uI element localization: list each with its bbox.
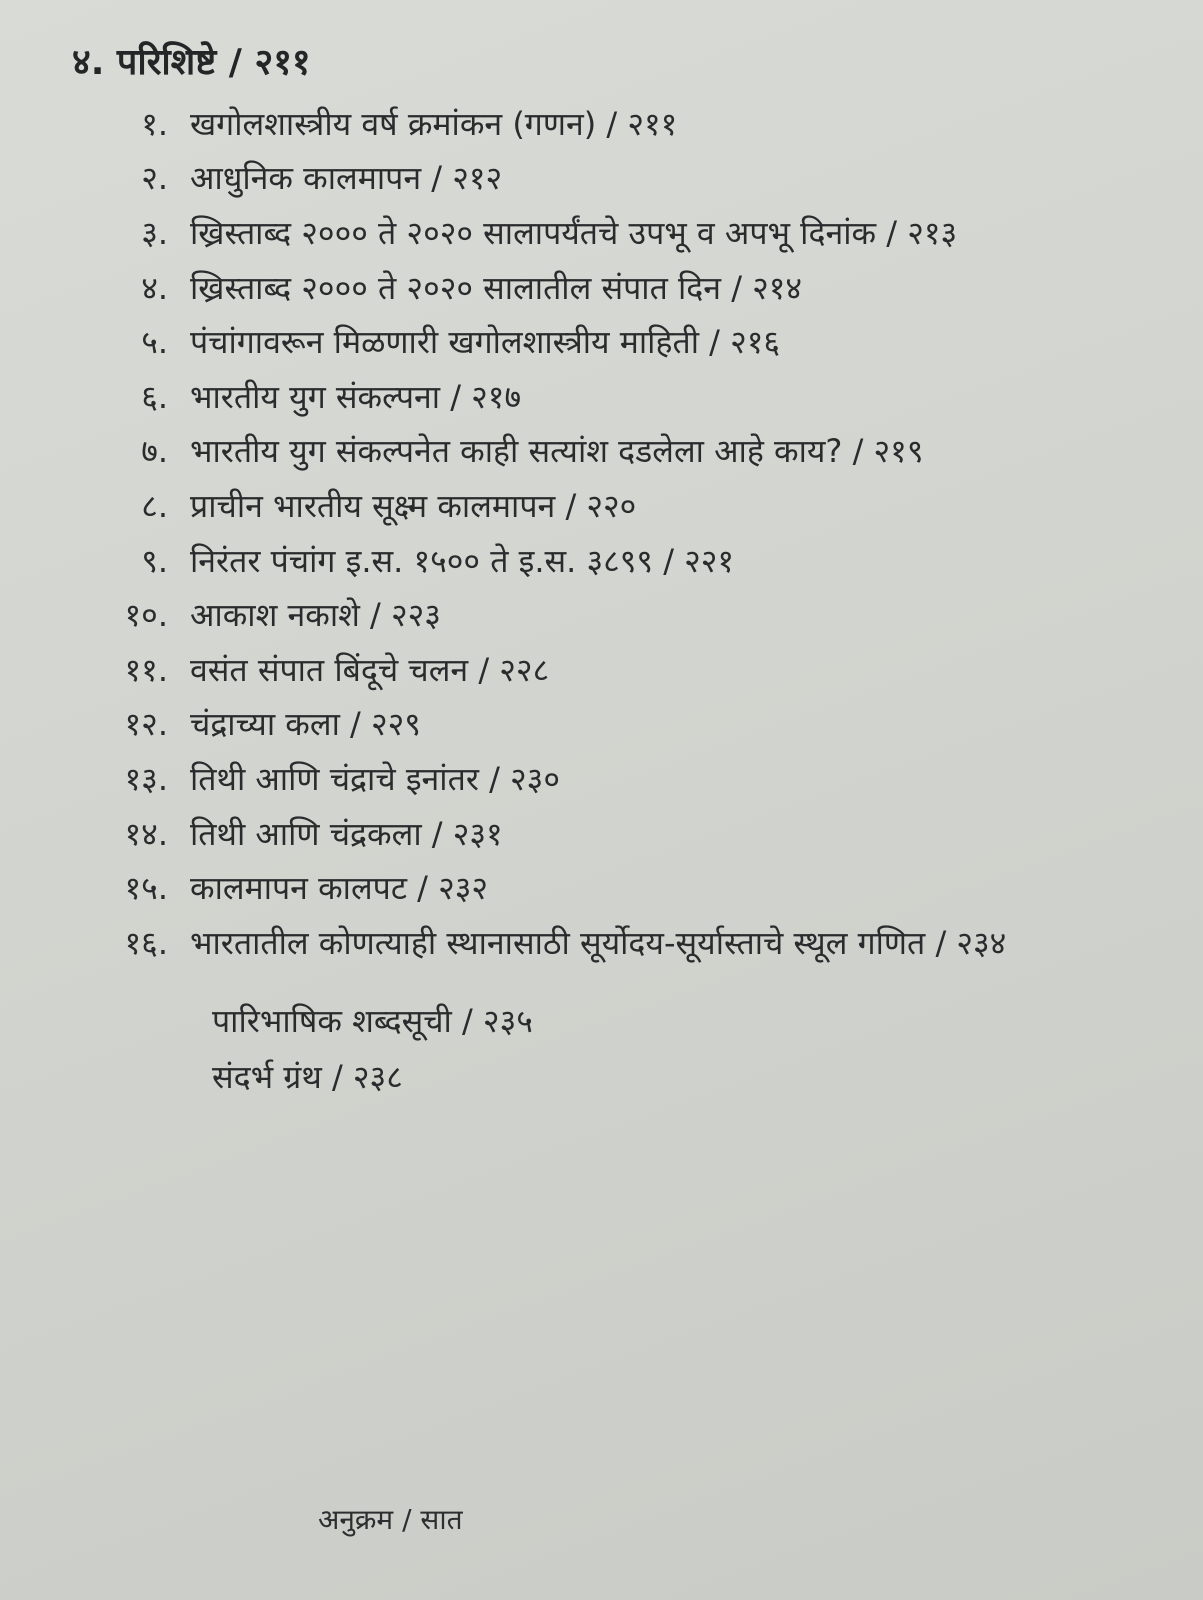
entry-title: निरंतर पंचांग इ.स. १५०० ते इ.स. ३८९९ / २२१ — [190, 541, 735, 580]
toc-entry — [0, 751, 1203, 806]
entry-number: २. — [141, 159, 168, 198]
toc-entry — [0, 697, 1203, 752]
toc-entry — [0, 314, 1203, 369]
entry-number: ५. — [141, 323, 168, 362]
toc-entry — [0, 915, 1203, 970]
entry-number: १६. — [124, 923, 168, 962]
entry-title: पंचांगावरून मिळणारी खगोलशास्त्रीय माहिती / २१६ — [190, 323, 781, 362]
page-footer: अनुक्रम / सात — [318, 1503, 463, 1536]
entry-title: वसंत संपात बिंदूचे चलन / २२८ — [190, 650, 550, 689]
entry-title: आधुनिक कालमापन / २१२ — [190, 159, 503, 198]
entry-title: भारतीय युग संकल्पनेत काही सत्यांश दडलेला आहे काय? / २१९ — [190, 432, 924, 471]
entry-number: ६. — [141, 377, 168, 416]
toc-entry — [0, 96, 1203, 151]
toc-entry — [0, 205, 1203, 260]
entry-title: ख्रिस्ताब्द २००० ते २०२० सालापर्यंतचे उपभू व अपभू दिनांक / २१३ — [190, 213, 958, 252]
toc-entry — [0, 478, 1203, 533]
entry-number: ४. — [141, 268, 168, 307]
bibliography-entry: संदर्भ ग्रंथ / २३८ — [212, 1057, 403, 1096]
toc-entry — [0, 424, 1203, 479]
entry-title: आकाश नकाशे / २२३ — [190, 596, 441, 635]
entry-number: ११. — [124, 650, 168, 689]
entry-title: ख्रिस्ताब्द २००० ते २०२० सालातील संपात दिन / २१४ — [190, 268, 803, 307]
entry-title: भारतीय युग संकल्पना / २१७ — [190, 377, 522, 416]
toc-entry — [0, 860, 1203, 915]
toc-entry — [0, 587, 1203, 642]
entry-number: ८. — [141, 486, 168, 525]
section-heading: ४. परिशिष्टे / २११ — [72, 42, 311, 83]
back-matter-list — [212, 992, 533, 1104]
entry-number: १. — [141, 104, 168, 143]
entry-number: ३. — [141, 213, 168, 252]
entry-number: ९. — [141, 541, 168, 580]
entry-title: तिथी आणि चंद्राचे इनांतर / २३० — [190, 759, 560, 798]
entry-number: १२. — [124, 705, 168, 744]
entry-number: ७. — [141, 432, 168, 471]
entry-title: तिथी आणि चंद्रकला / २३१ — [190, 814, 503, 853]
toc-entry — [0, 369, 1203, 424]
entry-title: प्राचीन भारतीय सूक्ष्म कालमापन / २२० — [190, 486, 637, 525]
toc-entry — [0, 642, 1203, 697]
toc-entry — [0, 533, 1203, 588]
entry-title: भारतातील कोणत्याही स्थानासाठी सूर्योदय-सूर्यास्ताचे स्थूल गणित / २३४ — [190, 923, 1007, 962]
entry-title: खगोलशास्त्रीय वर्ष क्रमांकन (गणन) / २११ — [190, 104, 678, 143]
glossary-entry: पारिभाषिक शब्दसूची / २३५ — [212, 1001, 533, 1040]
toc-list — [0, 96, 1203, 970]
entry-number: १०. — [124, 596, 168, 635]
entry-number: १४. — [124, 814, 168, 853]
entry-number: १३. — [124, 759, 168, 798]
entry-title: कालमापन कालपट / २३२ — [190, 869, 489, 908]
toc-entry — [0, 151, 1203, 206]
toc-entry — [0, 806, 1203, 861]
entry-number: १५. — [124, 869, 168, 908]
toc-entry — [0, 260, 1203, 315]
entry-title: चंद्राच्या कला / २२९ — [190, 705, 421, 744]
